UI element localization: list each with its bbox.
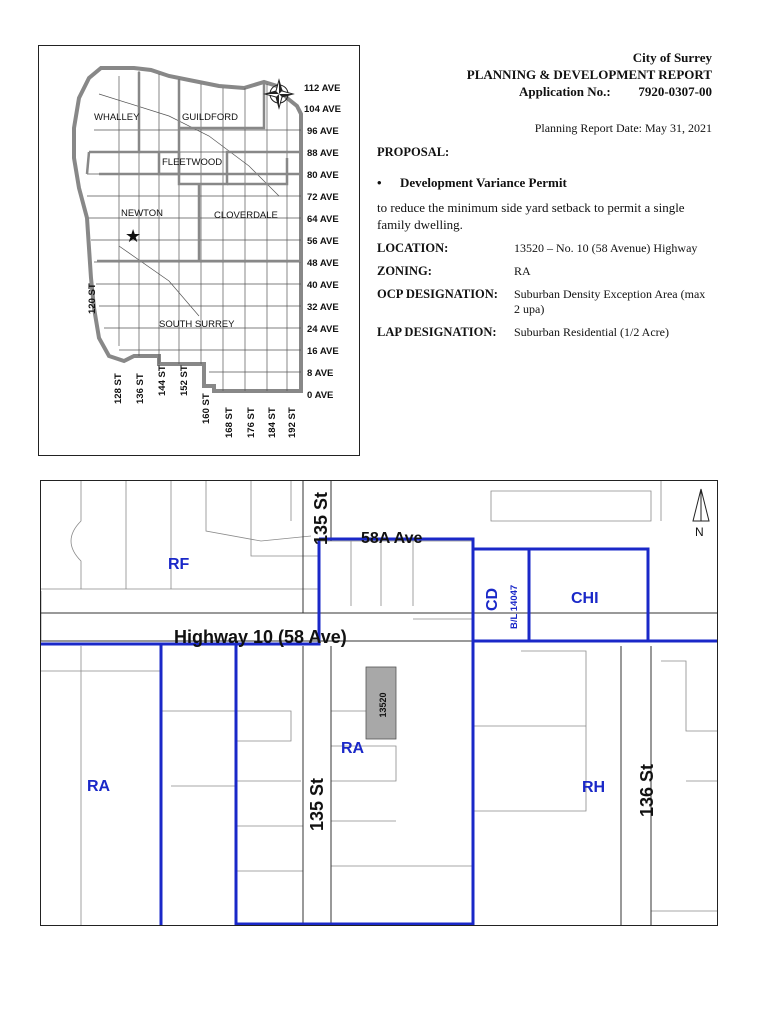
site-star-icon: ★ (125, 226, 142, 247)
zone-label-ra-west: RA (87, 778, 111, 795)
area-label-guildford: GUILDFORD (182, 112, 238, 123)
street-label: 136 ST (135, 373, 146, 404)
proposal-bullet-text: Development Variance Permit (400, 175, 567, 190)
avenue-label: 64 AVE (307, 214, 339, 225)
area-label-whalley: WHALLEY (94, 112, 140, 123)
info-key: ZONING: (377, 264, 432, 278)
street-label: 144 ST (157, 365, 168, 396)
avenue-label: 112 AVE (304, 83, 341, 94)
avenue-label: 48 AVE (307, 258, 339, 269)
avenue-label: 104 AVE (304, 104, 341, 115)
avenue-label: 88 AVE (307, 148, 339, 159)
street-label: 120 ST (87, 283, 98, 314)
street-label: 168 ST (224, 407, 235, 438)
info-value: Suburban Residential (1/2 Acre) (514, 325, 669, 339)
street-label: 128 ST (113, 373, 124, 404)
application-label: Application No.: (519, 84, 611, 99)
application-line (467, 83, 712, 100)
subject-lot-label: 13520 (378, 692, 388, 718)
street-label: 184 ST (267, 407, 278, 438)
avenue-labels (304, 83, 341, 401)
street-label: 152 ST (179, 365, 190, 396)
info-row-lap (377, 325, 712, 340)
info-row-location (377, 241, 712, 256)
north-label: N (695, 525, 704, 539)
area-label-newton: NEWTON (121, 208, 164, 219)
avenue-label: 96 AVE (307, 126, 339, 137)
area-label-south-surrey: SOUTH SURREY (159, 319, 235, 330)
proposal-section (377, 145, 712, 340)
avenue-label: 56 AVE (307, 236, 339, 247)
info-value: RA (514, 264, 531, 278)
avenue-label: 24 AVE (307, 324, 339, 335)
proposal-bullet (377, 175, 712, 191)
proposal-description: to reduce the minimum side yard setback to permit a single family dwelling. (377, 200, 685, 232)
zone-label-cd: CD (484, 587, 501, 611)
info-value: Suburban Density Exception Area (max 2 upa) (514, 287, 706, 316)
zone-label-rf: RF (168, 556, 190, 573)
avenue-label: 0 AVE (307, 390, 334, 401)
report-date: Planning Report Date: May 31, 2021 (534, 121, 712, 135)
zone-label-chi: CHI (571, 590, 599, 607)
street-label-135-south: 135 St (307, 777, 327, 831)
info-row-ocp (377, 287, 712, 317)
key-map-graphic (39, 46, 361, 457)
avenue-label: 16 AVE (307, 346, 339, 357)
street-label-135-north: 135 St (311, 491, 331, 545)
area-label-cloverdale: CLOVERDALE (214, 210, 278, 221)
avenue-label: 72 AVE (307, 192, 339, 203)
street-label: 160 ST (201, 393, 212, 424)
info-key: LAP DESIGNATION: (377, 325, 497, 339)
info-key: OCP DESIGNATION: (377, 287, 498, 301)
info-value: 13520 – No. 10 (58 Avenue) Highway (514, 241, 698, 255)
info-key: LOCATION: (377, 241, 449, 255)
report-header (467, 49, 712, 100)
zone-bylaw-label: B/L 14047 (509, 584, 520, 629)
area-label-fleetwood: FLEETWOOD (162, 157, 223, 168)
report-title: PLANNING & DEVELOPMENT REPORT (466, 67, 712, 82)
proposal-heading: PROPOSAL: (377, 145, 450, 159)
street-label: 192 ST (287, 407, 298, 438)
street-label-136: 136 St (637, 763, 657, 817)
zoning-map (40, 480, 718, 926)
application-number: 7920-0307-00 (638, 84, 712, 99)
avenue-label: 80 AVE (307, 170, 339, 181)
street-label-highway-10: Highway 10 (58 Ave) (174, 627, 347, 647)
zoning-map-graphic (41, 481, 718, 926)
city-name: City of Surrey (632, 50, 712, 65)
avenue-label: 8 AVE (307, 368, 334, 379)
zone-label-ra-site: RA (341, 740, 365, 757)
bullet-mark: • (377, 175, 382, 190)
zone-label-rh: RH (582, 779, 606, 796)
street-label-58a-ave: 58A Ave (361, 530, 423, 547)
street-label: 176 ST (246, 407, 257, 438)
key-map (38, 45, 360, 456)
avenue-label: 32 AVE (307, 302, 339, 313)
avenue-label: 40 AVE (307, 280, 339, 291)
info-row-zoning (377, 264, 712, 279)
north-arrow-icon (693, 489, 709, 539)
